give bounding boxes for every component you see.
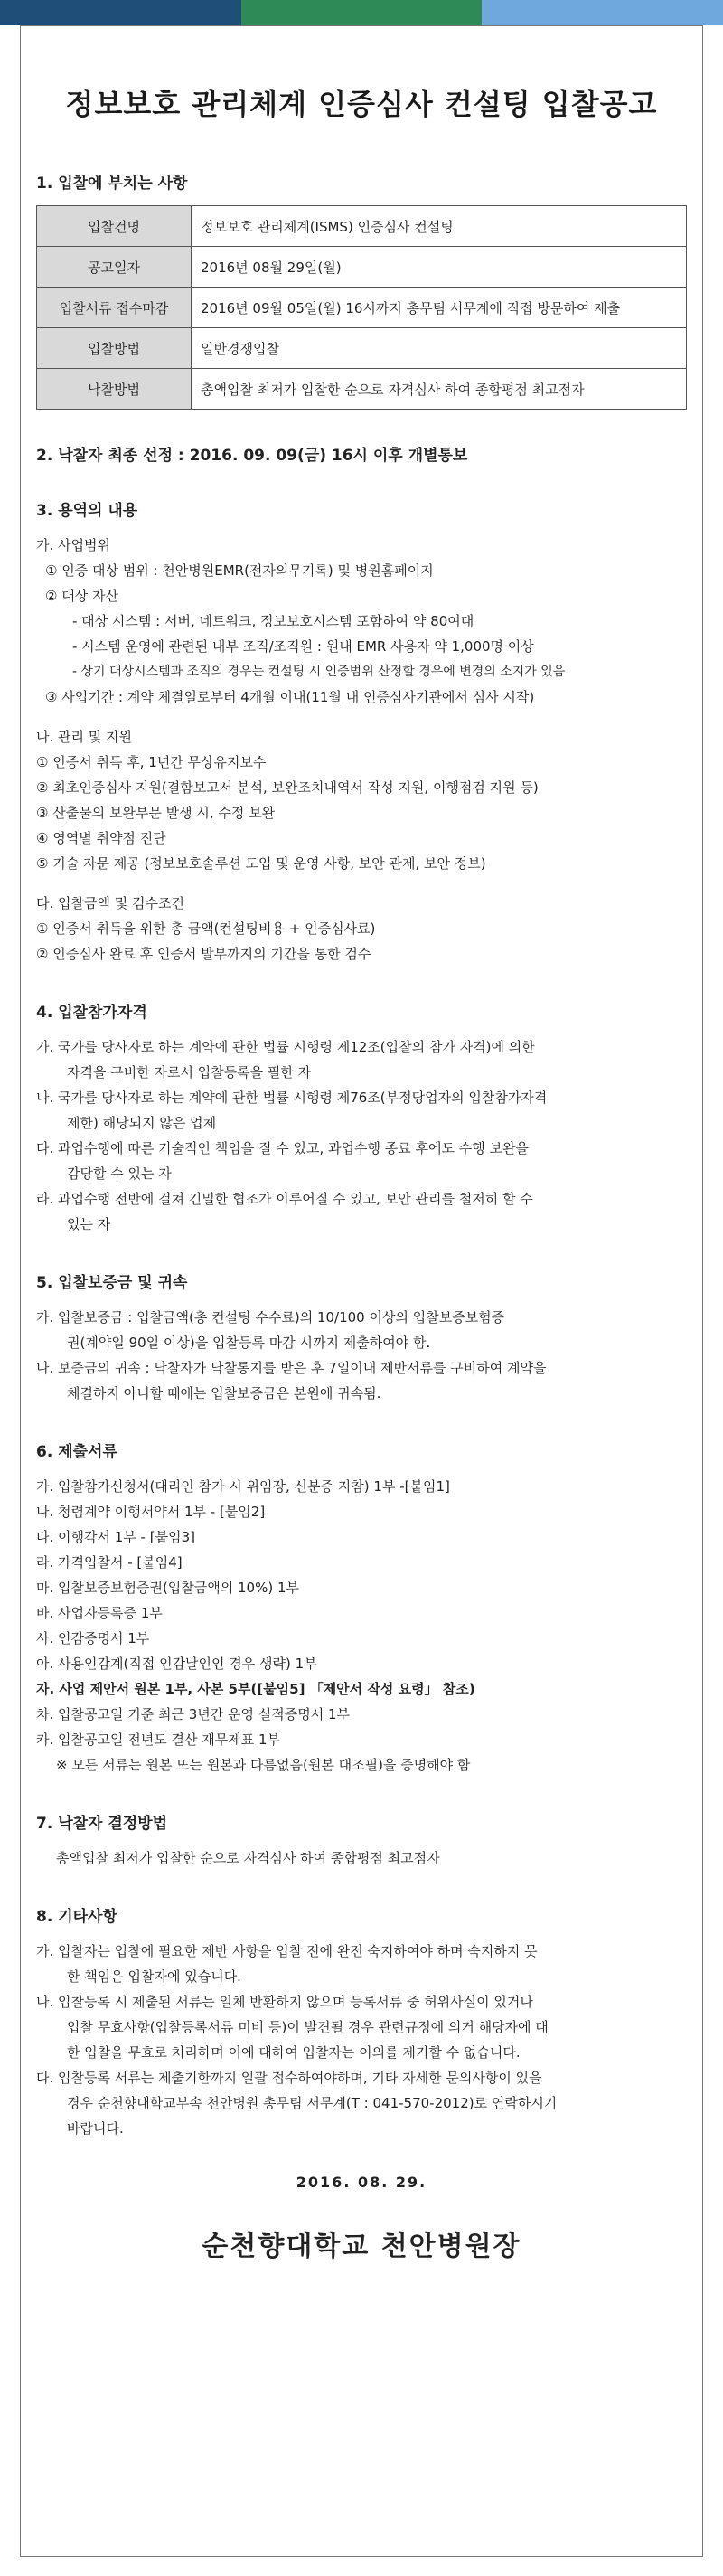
list-item: 다. 과업수행에 따른 기술적인 책임을 질 수 있고, 과업수행 종료 후에도 수행 보완을 <box>36 1140 529 1156</box>
section-documents <box>36 1439 687 1778</box>
list-item: 사. 인감증명서 1부 <box>36 1630 150 1647</box>
page-title: 정보보호 관리체계 인증심사 컨설팅 입찰공고 <box>65 87 658 121</box>
list-item: 가. 입찰참가신청서(대리인 참가 시 위임장, 신분증 지참) 1부 -[붙임1] <box>36 1478 450 1495</box>
list-item: - 상기 대상시스템과 조직의 경우는 컨설팅 시 인증범위 산정할 경우에 변경의 소지가 있음 <box>72 665 566 679</box>
row-value: 정보보호 관리체계(ISMS) 인증심사 컨설팅 <box>192 206 687 247</box>
list-item: 나. 입찰등록 시 제출된 서류는 일체 반환하지 않으며 등록서류 중 허위사실이 있거나 <box>36 1994 533 2010</box>
list-item: 다. 입찰등록 서류는 제출기한까지 일괄 접수하여야하며, 기타 자세한 문의사항이 있을 <box>36 2070 542 2086</box>
bid-info-table <box>36 205 687 410</box>
list-item: ③ 사업기간 : 계약 체결일로부터 4개월 이내(11월 내 인증심사기관에서 심사 시작) <box>45 689 535 705</box>
notice-date: 2016. 08. 29. <box>296 2174 427 2191</box>
section-final-selection <box>36 442 687 465</box>
row-label: 입찰건명 <box>37 206 192 247</box>
list-item: ② 인증심사 완료 후 인증서 발부까지의 기간을 통한 검수 <box>36 946 371 962</box>
subsection-label: 다. 입찰금액 및 검수조건 <box>36 895 184 911</box>
list-item: 바. 사업자등록증 1부 <box>36 1605 163 1621</box>
table-row <box>37 328 687 369</box>
row-label: 낙찰방법 <box>37 369 192 410</box>
list-item-continued: 한 입찰을 무효로 처리하며 이에 대하여 입찰자는 이의를 제기할 수 없습니다. <box>67 2044 521 2061</box>
section-eligibility <box>36 999 687 1237</box>
notice-document <box>36 25 687 2263</box>
list-item-continued: 바랍니다. <box>67 2120 124 2137</box>
row-value: 2016년 08월 29일(월) <box>192 247 687 288</box>
list-item: 가. 입찰보증금 : 입찰금액(총 컨설팅 수수료)의 10/100 이상의 입찰보증보험증 <box>36 1309 505 1326</box>
list-item-continued: 제한) 해당되지 않은 업체 <box>67 1115 217 1131</box>
award-method-text: 총액입찰 최저가 입찰한 순으로 자격심사 하여 종합평점 최고점자 <box>56 1850 440 1866</box>
section-heading: 2. 낙찰자 최종 선정 : 2016. 09. 09(금) 16시 이후 개별통보 <box>36 447 468 465</box>
table-row <box>37 206 687 247</box>
list-item: 가. 입찰자는 입찰에 필요한 제반 사항을 입찰 전에 완전 숙지하여야 하며 숙지하지 못 <box>36 1943 538 1959</box>
list-item: 마. 입찰보증보험증권(입찰금액의 10%) 1부 <box>36 1580 300 1596</box>
section-heading: 8. 기타사항 <box>36 1908 117 1926</box>
section-heading: 5. 입찰보증금 및 귀속 <box>36 1274 188 1292</box>
list-item-continued: 경우 순천향대학교부속 천안병원 총무팀 서무계(T : 041-570-2012)로 연락하시기 <box>67 2095 558 2111</box>
list-item: 나. 청렴계약 이행서약서 1부 - [붙임2] <box>36 1504 266 1520</box>
list-item: ① 인증 대상 범위 : 천안병원EMR(전자의무기록) 및 병원홈페이지 <box>45 562 434 579</box>
list-item-continued: 있는 자 <box>67 1216 111 1232</box>
section-bid-items <box>36 170 687 410</box>
list-item: ⑤ 기술 자문 제공 (정보보호솔루션 도입 및 운영 사항, 보안 관제, 보안 정보) <box>36 855 486 872</box>
list-item: 라. 과업수행 전반에 걸쳐 긴밀한 협조가 이루어질 수 있고, 보안 관리를 철저히 할 수 <box>36 1191 533 1207</box>
top-color-bar <box>0 0 723 25</box>
table-row <box>37 247 687 288</box>
list-item: ③ 산출물의 보완부문 발생 시, 수정 보완 <box>36 805 276 821</box>
list-item: ① 인증서 취득 후, 1년간 무상유지보수 <box>36 754 267 770</box>
list-item: 다. 이행각서 1부 - [붙임3] <box>36 1529 195 1545</box>
top-bar-segment-3 <box>482 0 723 25</box>
list-item: ② 최초인증심사 지원(결함보고서 분석, 보완조치내역서 작성 지원, 이행점검 지원 등) <box>36 779 539 796</box>
list-item: 가. 국가를 당사자로 하는 계약에 관한 법률 시행령 제12조(입찰의 참가 자격)에 의한 <box>36 1039 535 1055</box>
row-value: 2016년 09월 05일(월) 16시까지 총무팀 서무계에 직접 방문하여 제출 <box>192 288 687 328</box>
top-bar-segment-2 <box>241 0 483 25</box>
row-value: 총액입찰 최저가 입찰한 순으로 자격심사 하여 종합평점 최고점자 <box>192 369 687 410</box>
list-item: 라. 가격입찰서 - [붙임4] <box>36 1554 183 1571</box>
section-heading: 3. 용역의 내용 <box>36 502 138 520</box>
row-value: 일반경쟁입찰 <box>192 328 687 369</box>
list-item: ② 대상 자산 <box>45 588 118 604</box>
list-item-continued: 자격을 구비한 자로서 입찰등록을 필한 자 <box>67 1064 312 1080</box>
list-item-continued: 입찰 무효사항(입찰등록서류 미비 등)이 발견될 경우 관련규정에 의거 해당자에 대 <box>67 2019 549 2035</box>
row-label: 공고일자 <box>37 247 192 288</box>
section-bid-bond <box>36 1269 687 1406</box>
section-service-content <box>36 497 687 967</box>
list-item: ④ 영역별 취약점 진단 <box>36 830 166 846</box>
list-item: 나. 국가를 당사자로 하는 계약에 관한 법률 시행령 제76조(부정당업자의 입찰참가자격 <box>36 1090 548 1106</box>
list-item-continued: 한 책임은 입찰자에 있습니다. <box>67 1968 241 1985</box>
list-item-continued: 권(계약일 90일 이상)을 입찰등록 마감 시까지 제출하여야 함. <box>67 1335 431 1351</box>
list-item-continued: 감당할 수 있는 자 <box>67 1165 172 1182</box>
note: ※ 모든 서류는 원본 또는 원본과 다름없음(원본 대조필)을 증명해야 함 <box>56 1757 471 1773</box>
section-heading: 4. 입찰참가자격 <box>36 1004 147 1022</box>
list-item: ① 인증서 취득을 위한 총 금액(컨설팅비용 + 인증심사료) <box>36 920 376 937</box>
list-item: 나. 보증금의 귀속 : 낙찰자가 낙찰통지를 받은 후 7일이내 제반서류를 구비하여 계약을 <box>36 1360 547 1376</box>
section-heading: 7. 낙찰자 결정방법 <box>36 1815 168 1833</box>
section-other <box>36 1903 687 2141</box>
section-award-method <box>36 1810 687 1871</box>
row-label: 입찰서류 접수마감 <box>37 288 192 328</box>
list-item: 차. 입찰공고일 기준 최근 3년간 운영 실적증명서 1부 <box>36 1706 351 1722</box>
list-item: 자. 사업 제안서 원본 1부, 사본 5부([붙임5] 「제안서 작성 요령」 참조) <box>36 1681 475 1697</box>
subsection-label: 나. 관리 및 지원 <box>36 729 133 745</box>
list-item-continued: 체결하지 아니할 때에는 입찰보증금은 본원에 귀속됨. <box>67 1385 381 1401</box>
section-heading: 6. 제출서류 <box>36 1443 117 1461</box>
top-bar-segment-1 <box>0 0 241 25</box>
subsection-label: 가. 사업범위 <box>36 537 110 553</box>
list-item: - 대상 시스템 : 서버, 네트워크, 정보보호시스템 포함하여 약 80여대 <box>72 613 474 629</box>
list-item: 아. 사용인감계(직접 인감날인인 경우 생략) 1부 <box>36 1656 317 1672</box>
section-heading: 1. 입찰에 부치는 사항 <box>36 175 188 193</box>
issuer-signature: 순천향대학교 천안병원장 <box>202 2231 521 2262</box>
list-item: 카. 입찰공고일 전년도 결산 재무제표 1부 <box>36 1731 280 1748</box>
table-row <box>37 369 687 410</box>
table-row <box>37 288 687 328</box>
row-label: 입찰방법 <box>37 328 192 369</box>
list-item: - 시스템 운영에 관련된 내부 조직/조직원 : 원내 EMR 사용자 약 1,000명 이상 <box>72 638 534 655</box>
